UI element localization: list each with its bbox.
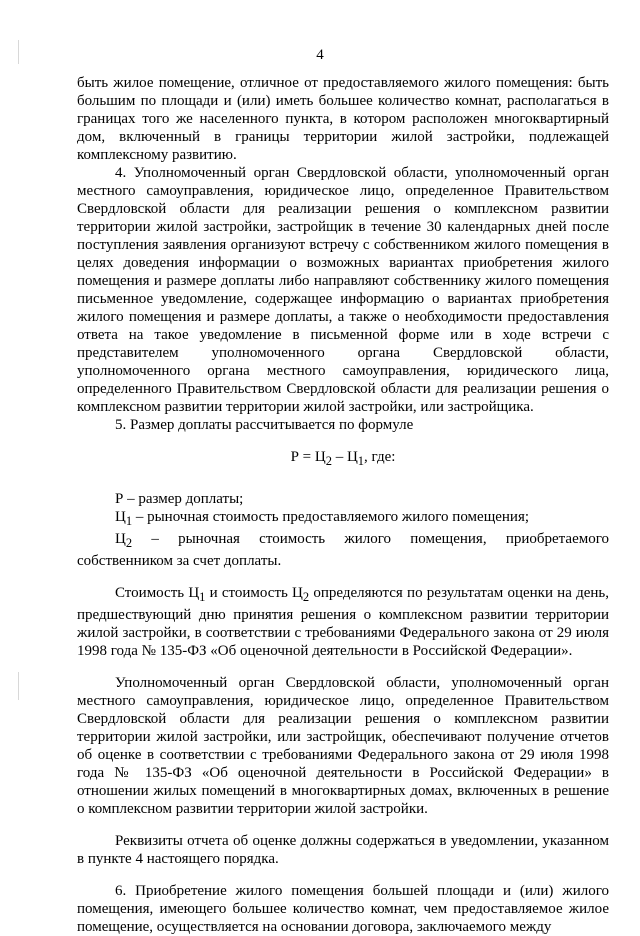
definition-c2: $Ц_2$ – рыночная стоимость жилого помещения, приобретаемого собственником за счет доплаты.	[77, 531, 609, 569]
document-body	[77, 74, 609, 936]
paragraph-item-4: 4. Уполномоченный орган Свердловской области, уполномоченный орган местного самоуправления, юридическое лицо, определенное Правительством Свердловской области для реализации решения о комплексном развитии территории жилой застройки, застройщик в течение 30 календарных дней после поступления заявления организуют встречу с собственником жилого помещения в целях доведения информации о возможных вариантах приобретения жилого помещения и размере доплаты либо направляют собственнику жилого помещения письменное уведомление, содержащее информацию о вариантах приобретения жилого помещения и размере доплаты, а также о необходимости предоставления ответа на такое уведомление в письменной форме или в ходе встречи с представителем уполномоченного органа Свердловской области, уполномоченного органа местного самоуправления, юридического лица, определенного Правительством Свердловской области для реализации решения о комплексном развитии территории жилой застройки, или застройщика.	[77, 165, 609, 415]
definition-p: Р – размер доплаты;	[115, 491, 244, 507]
scan-margin-mark	[18, 672, 19, 700]
paragraph-continuation: быть жилое помещение, отличное от предоставляемого жилого помещения: быть большим по площади и (или) иметь большее количество комнат, располагаться в границах того же населенного пункта, в котором расположен многоквартирный дом, включенный в границы территории жилой застройки, подлежащей комплексному развитию.	[77, 75, 609, 163]
paragraph-report-details: Реквизиты отчета об оценке должны содержаться в уведомлении, указанном в пункте 4 настоящего порядка.	[77, 833, 609, 867]
page-number: 4	[316, 47, 324, 63]
surcharge-formula: $Р = Ц_2 - Ц_1$, где:	[290, 449, 396, 468]
definition-c1: $Ц_1$ – рыночная стоимость предоставляемого жилого помещения;	[115, 509, 530, 528]
paragraph-item-6: 6. Приобретение жилого помещения большей площади и (или) жилого помещения, имеющего большее количество комнат, чем предоставляемое жилое помещение, осуществляется на основании договора, заключаемого между	[77, 883, 609, 935]
paragraph-appraisal-reports: Уполномоченный орган Свердловской области, уполномоченный орган местного самоуправления, юридическое лицо, определенное Правительством Свердловской области для реализации решения о комплексном развитии территории жилой застройки, или застройщик, обеспечивают получение отчетов об оценке в соответствии с требованиями Федерального закона от 29 июля 1998 года № 135-ФЗ «Об оценочной деятельности в Российской Федерации» в отношении жилых помещений в многоквартирных домах, включенных в решение о комплексном развитии территории жилой застройки.	[77, 675, 609, 817]
paragraph-cost-determination: Стоимость $Ц_1$ и стоимость $Ц_2$ определяются по результатам оценки на день, предшествующий дню принятия решения о комплексном развитии территории жилой застройки, в соответствии с требованиями Федерального закона от 29 июля 1998 года № 135-ФЗ «Об оценочной деятельности в Российской Федерации».	[77, 585, 609, 659]
paragraph-item-5: 5. Размер доплаты рассчитывается по формуле	[115, 417, 414, 433]
